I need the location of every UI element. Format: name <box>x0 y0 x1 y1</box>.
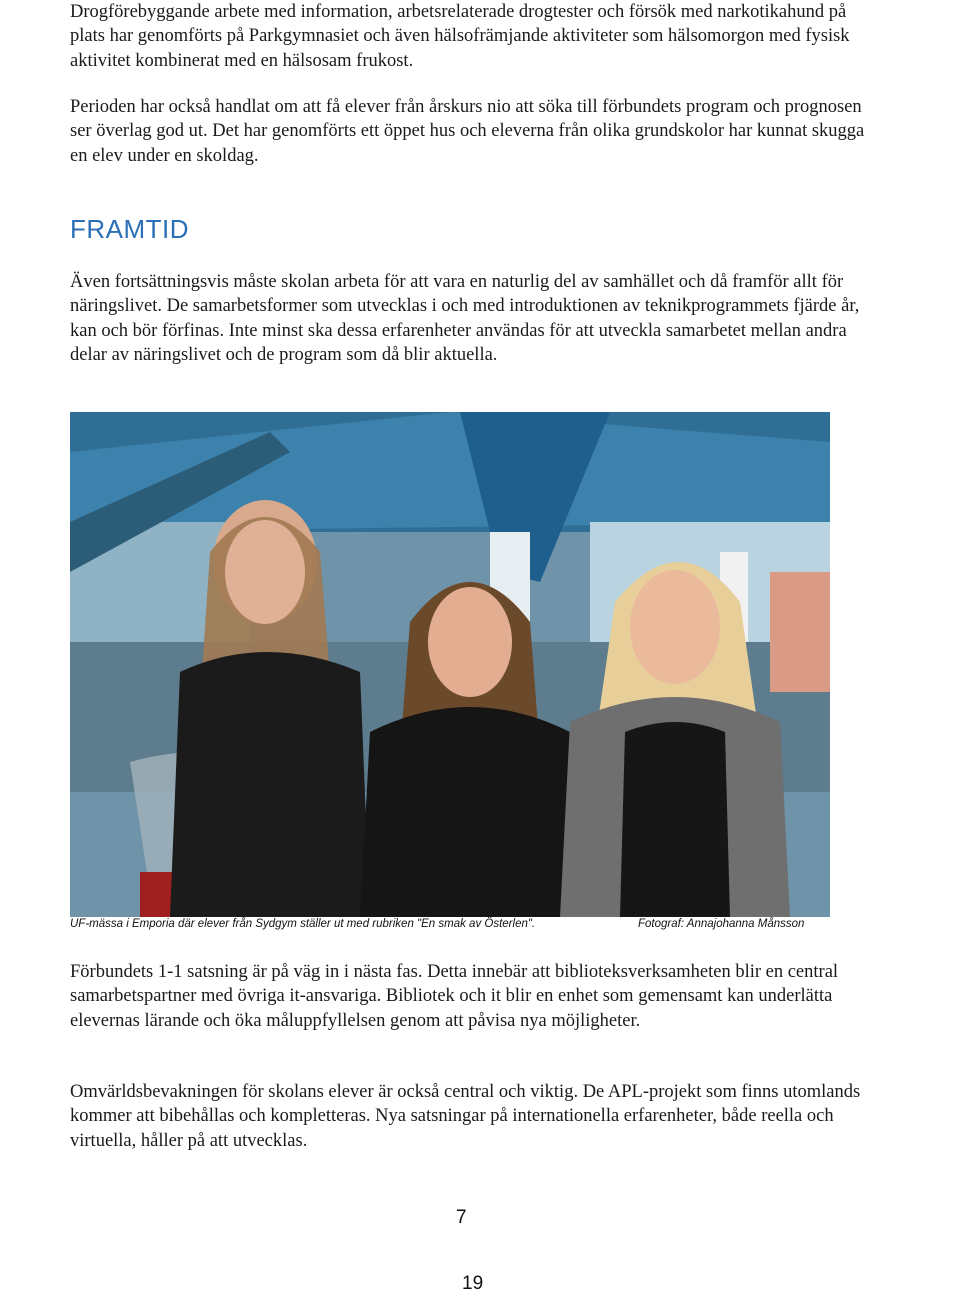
paragraph-future: Även fortsättningsvis måste skolan arbeta för att vara en naturlig del av samhället och då framför allt för näringslivet. De samarbetsformer som utvecklas i och med introduktionen av teknikprogrammets fjärde år, kan och bör förfinas. Inte minst ska dessa erfarenheter användas för att utveckla samarbetet mellan andra delar av näringslivet och de program som då blir aktuella. <box>70 272 860 365</box>
section-heading-framtid: FRAMTID <box>70 214 190 244</box>
paragraph-drug-prevention: Drogförebyggande arbete med information, arbetsrelaterade drogtester och försök med narkotikahund på plats har genomförts på Parkgymnasiet och även hälsofrämjande aktiviteter som hälsomorgon med fysisk aktivitet kombinerat med en hälsosam frukost. <box>70 2 850 71</box>
photo-uf-fair <box>70 412 830 917</box>
photo-caption: UF-mässa i Emporia där elever från Sydgym ställer ut med rubriken "En smak av Österlen". <box>70 918 536 930</box>
photo-credit: Fotograf: Annajohanna Månsson <box>638 918 805 930</box>
page-number-outer: 19 <box>462 1273 484 1294</box>
paragraph-one-to-one: Förbundets 1-1 satsning är på väg in i nästa fas. Detta innebär att biblioteksverksamheten blir en central samarbetspartner med övriga it-ansvariga. Bibliotek och it blir en enhet som gemensamt kan underlätta elevernas lärande och öka måluppfyllelsen genom att påvisa nya möjligheter. <box>70 962 839 1031</box>
paragraph-recruitment: Perioden har också handlat om att få elever från årskurs nio att söka till förbundets program och prognosen ser överlag god ut. Det har genomförts ett öppet hus och eleverna från olika grundskolor har kunnat skugga en elev under en skoldag. <box>70 97 865 166</box>
page-number-inner: 7 <box>456 1207 467 1228</box>
paragraph-international: Omvärldsbevakningen för skolans elever är också central och viktig. De APL-projekt som finns utomlands kommer att bibehållas och kompletteras. Nya satsningar på internationella erfarenheter, både reella och virtuella, håller på att utvecklas. <box>70 1082 861 1151</box>
